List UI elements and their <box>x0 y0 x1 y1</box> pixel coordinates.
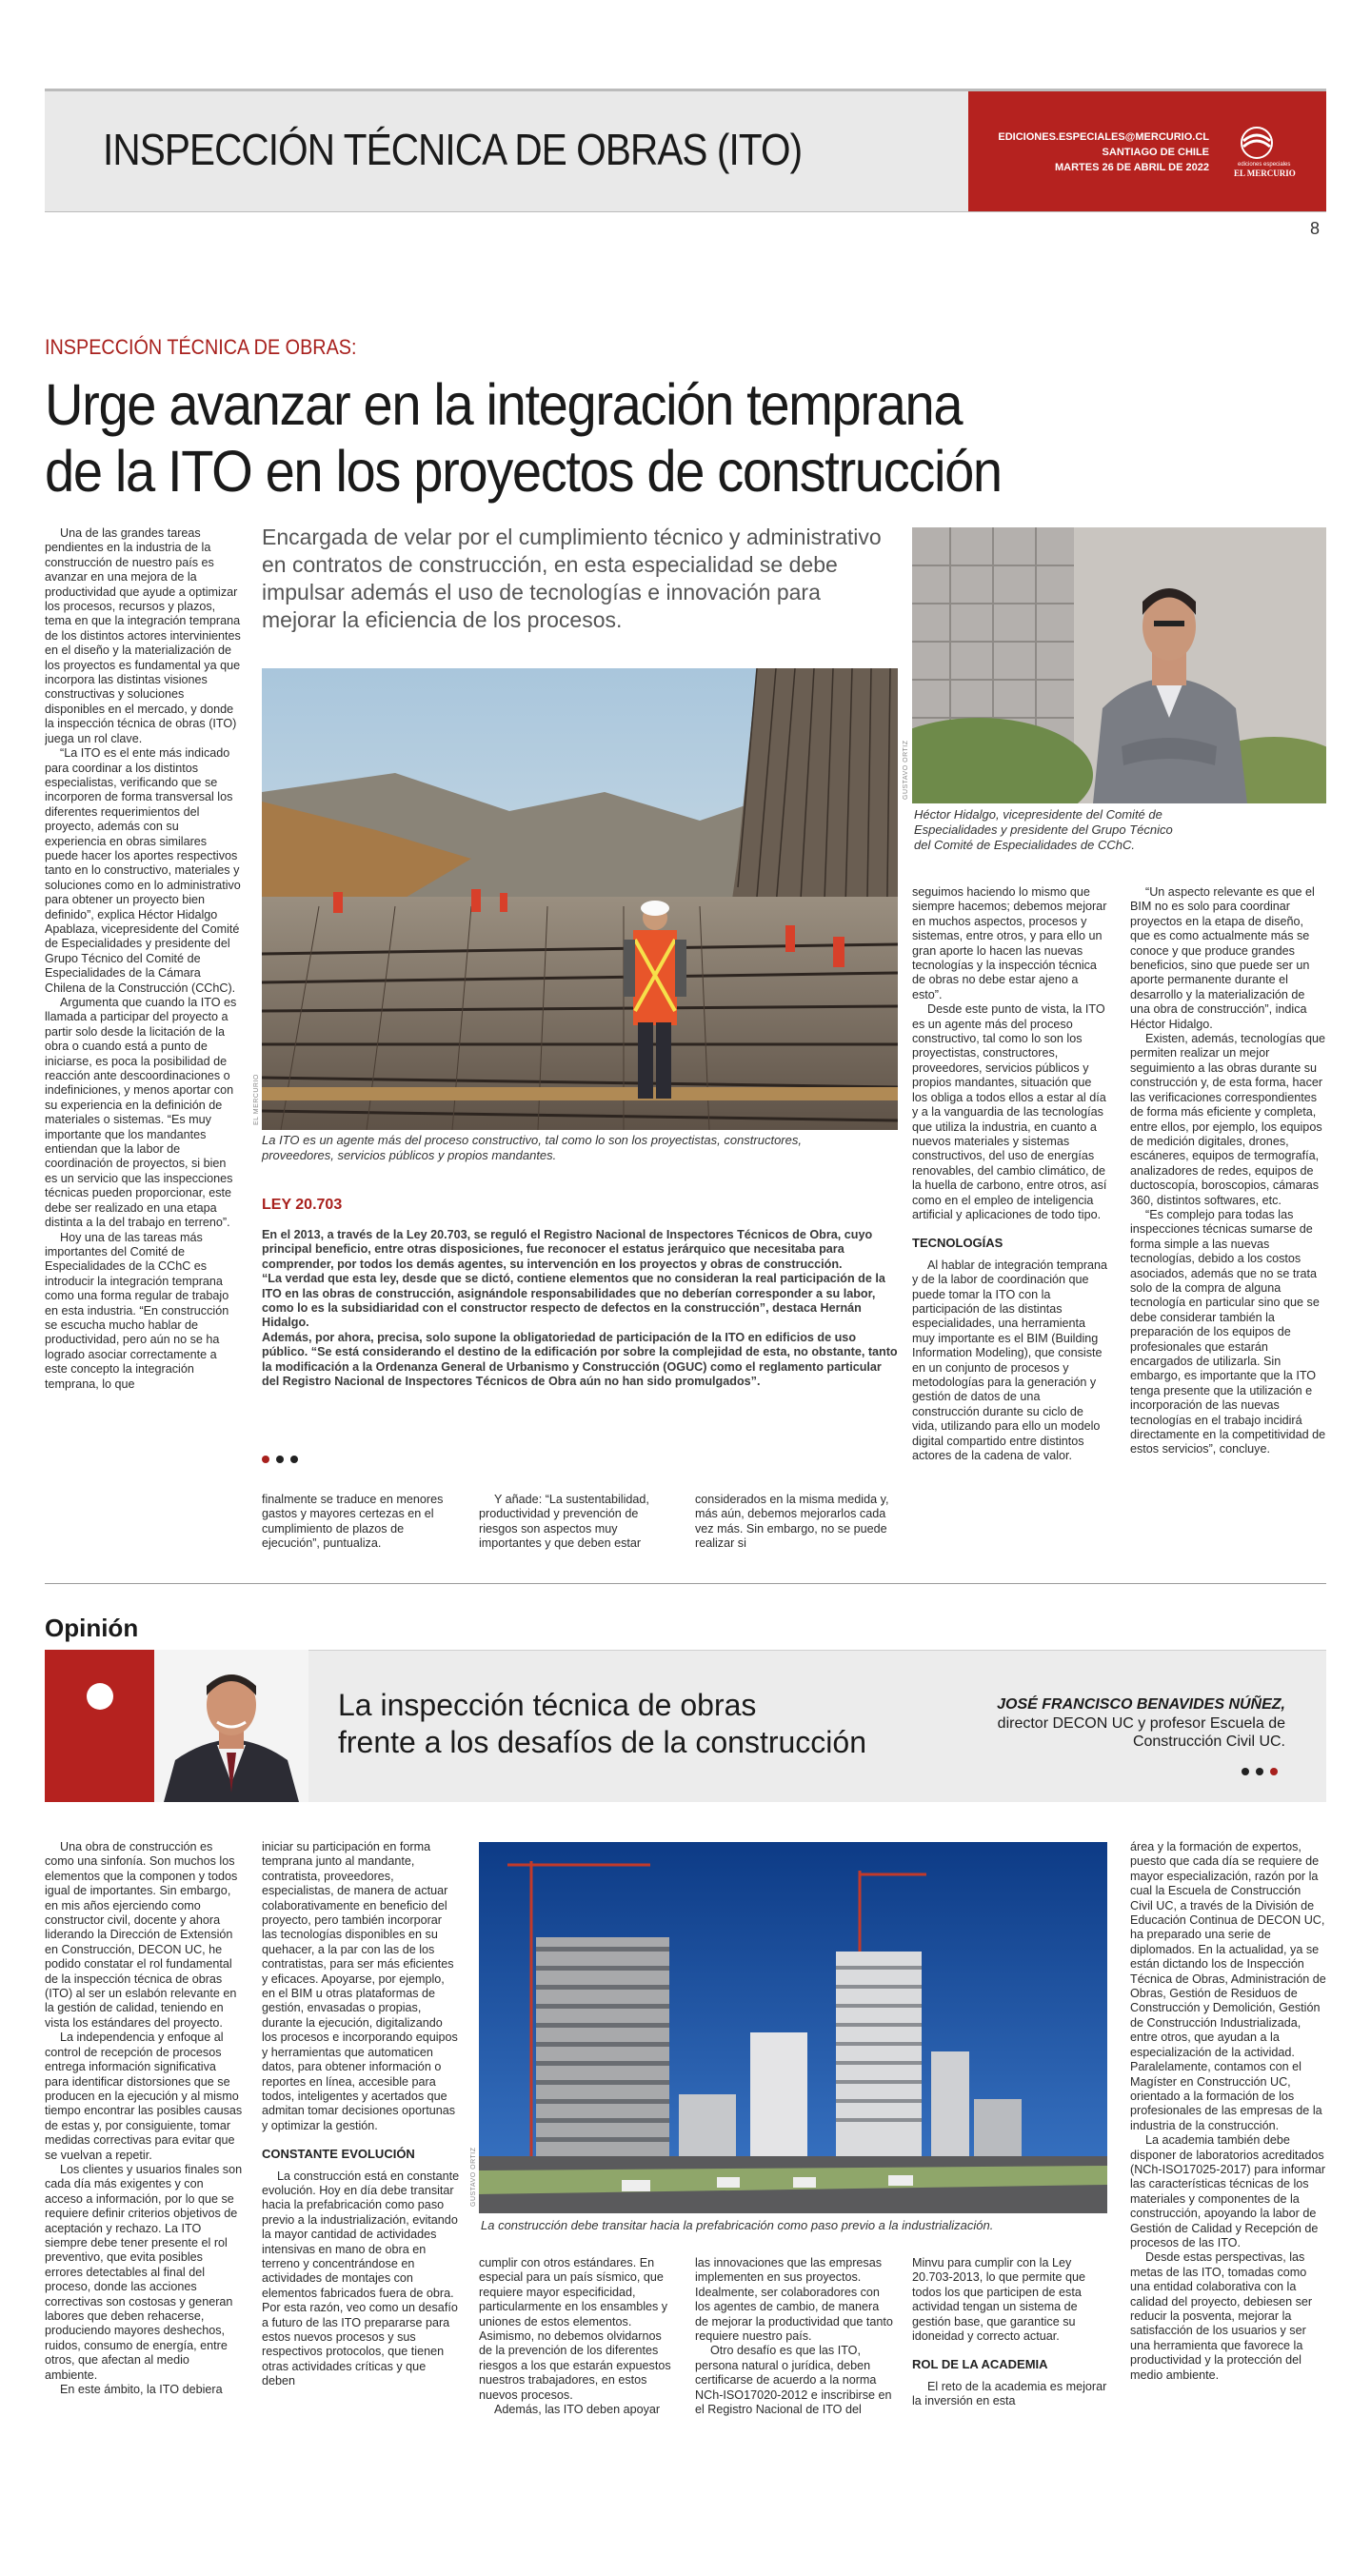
paragraph: Y añade: “La sustentabilidad, productividad y prevención de riesgos son aspectos muy importantes y que deben estar <box>479 1493 649 1551</box>
author-photo <box>154 1650 308 1802</box>
opinion-red-block <box>45 1650 154 1802</box>
article-kicker: INSPECCIÓN TÉCNICA DE OBRAS: <box>45 335 357 359</box>
paragraph: cumplir con otros estándares. En especial para un país sísmico, que requiere mayor especificidad, particularmente en los ensambles y uniones de estos elementos. Asimismo, no debemos olvidarnos de la prevención de los diferentes riesgos a los que estarán expuestos nuestros trabajadores, en estos nuevos procesos. <box>479 2256 671 2402</box>
paragraph: Desde estas perspectivas, las metas de las ITO, tomadas como una entidad colaborativa con la calidad del proyecto, debiesen ser reducir la posventa, mejorar la satisfacción de los usuarios y ser una herramienta que favorece la productividad y la protección del medio ambiente. <box>1130 2250 1313 2382</box>
headline-line-1: Urge avanzar en la integración temprana <box>45 372 963 437</box>
paragraph: Desde este punto de vista, la ITO es un agente más del proceso constructivo, tal como lo son los proyectistas, constructores, proveedores, servicios públicos y propios mandantes, situación que los obliga a todos ellos a estar al día y a la vanguardia de las tecnologías que utiliza la industria, en cuanto a nuevos materiales y sistemas constructivos, del uso de energías renovables, del cambio climático, de la huella de carbono, entre otros, así como en el empleo de inteligencia artificial y aplicaciones de todo tipo. <box>912 1002 1107 1221</box>
subheading: CONSTANTE EVOLUCIÓN <box>262 2147 415 2162</box>
paragraph: Una obra de construcción es como una sinfonía. Son muchos los elementos que la componen y todos igual de importantes. Sin embargo, en mis años ejerciendo como constructor civil, docente y ahora liderando la Dirección de Extensión en Construcción, DECON UC, he podido constatar el rol fundamental de la inspección técnica de obras (ITO) al ser un eslabón relevante en la gestión de calidad, teniendo en vista los estándares del proyecto. <box>45 1840 238 2030</box>
buildings-photo <box>479 1842 1107 2213</box>
paragraph: Al hablar de integración temprana y de la labor de coordinación que puede tomar la ITO con la participación de las distintas especialidades, una herramienta muy importante es el BIM (Building Information Modeling), que consiste en un conjunto de procesos y metodologías para la generación y gestión de datos de una construcción durante su ciclo de vida, utilizando para ello un modelo digital compartido entre distintos actores de la cadena de valor. <box>912 1258 1108 1463</box>
section-divider <box>45 1583 1326 1584</box>
paragraph: las innovaciones que las empresas implementen en sus proyectos. Idealmente, ser colaboradores con los agentes de cambio, de manera de mejorar la productividad que tanto requiere nuestro país. <box>695 2256 893 2344</box>
article-column-1 <box>45 526 241 1564</box>
box-paragraph: Además, por ahora, precisa, solo supone la obligatoriedad de participación de la ITO en edificios de uso público. “Se está considerando el destino de la edificación por sobre la complejidad de esta, no obstante, tanto la modificación a la Ordenanza General de Urbanismo y Construcción (OGUC) como el reglamento particular del Registro Nacional de Inspectores Técnicos de Obra aún no han sido promulgados”. <box>262 1330 898 1389</box>
subheading: ROL DE LA ACADEMIA <box>912 2357 1048 2372</box>
paragraph: En este ámbito, la ITO debiera <box>60 2383 223 2397</box>
paragraph: seguimos haciendo lo mismo que siempre hacemos; debemos mejorar en muchos aspectos, procesos y sistemas, entre otros, y para ello un gran aporte lo hacen las nuevas tecnologías y la inspección técnica de obras no debe estar ajeno a esto”. <box>912 885 1107 1001</box>
mercurio-logo-icon <box>1238 124 1276 162</box>
opinion-title-line-1: La inspección técnica de obras <box>338 1688 757 1722</box>
opinion-dots <box>1242 1763 1299 1773</box>
photo-caption: La construcción debe transitar hacia la prefabricación como paso previo a la industrialización. <box>481 2218 994 2232</box>
section-title: INSPECCIÓN TÉCNICA DE OBRAS (ITO) <box>103 125 803 174</box>
box-dots <box>262 1451 319 1460</box>
photo-credit: EL MERCURIO <box>253 1074 260 1125</box>
opinion-circle-icon <box>87 1683 113 1710</box>
opinion-column-4 <box>695 2256 893 2542</box>
article-lead: Encargada de velar por el cumplimiento técnico y administrativo en contratos de construcción, en esta especialidad se debe impulsar además el uso de tecnologías e innovación para mejorar la eficiencia de los procesos. <box>262 525 882 632</box>
paragraph: Los clientes y usuarios finales son cada día más exigentes y con acceso a información, por lo que se requiere definir criterios objetivos de aceptación y rechazo. La ITO siempre debe tener presente el rol preventivo, que evita posibles errores detectables al final del proceso, donde las acciones correctivas son costosas y generan labores que deben rehacerse, produciendo mayores deshechos, ruidos, consumo de energía, entre otros, que afectan al medio ambiente. <box>45 2162 243 2382</box>
opinion-label: Opinión <box>45 1614 139 1642</box>
construction-site-photo <box>262 668 898 1130</box>
opinion-column-1 <box>45 1840 243 2540</box>
opinion-column-2 <box>262 1840 460 2540</box>
paragraph: La academia también debe disponer de laboratorios acreditados (NCh-ISO17025-2017) para informar las características técnicas de los materiales y componentes de la construcción, apoyando la labor de Gestión de Calidad y Recepción de procesos de las ITO. <box>1130 2133 1326 2249</box>
author-name: JOSÉ FRANCISCO BENAVIDES NÚÑEZ, <box>997 1696 1285 1713</box>
headline-line-2: de la ITO en los proyectos de construcción <box>45 439 1002 504</box>
author-role-line-1: director DECON UC y profesor Escuela de <box>997 1715 1285 1732</box>
paragraph: finalmente se traduce en menores gastos y mayores certezas en el cumplimiento de plazos de ejecución”, puntualiza. <box>262 1493 444 1551</box>
paragraph: “Es complejo para todas las inspecciones técnicas sumarse de forma simple a las nuevas tecnologías, debido a los costos asociados, además que no se trata solo de la compra de alguna tecnología en particular sino que se debe considerar también la preparación de los equipos de profesionales que estarán encargados de utilizarla. Sin embargo, es importante que la ITO tenga presente que la utilización e incorporación de las nuevas tecnologías en el trabajo incidirá directamente en la competitividad de estos servicios”, concluye. <box>1130 1207 1326 1456</box>
paragraph: Otro desafío es que las ITO, persona natural o jurídica, deben certificarse de acuerdo a la norma NCh-ISO17020-2012 e inscribirse en el Registro Nacional de ITO del <box>695 2344 892 2417</box>
paragraph: considerados en la misma medida y, más aún, debemos mejorarlos cada vez más. Sin embargo, no se puede realizar si <box>695 1493 889 1551</box>
header-bottom-rule <box>45 211 1326 212</box>
logo-name: EL MERCURIO <box>1234 168 1296 178</box>
header-email[interactable]: EDICIONES.ESPECIALES@MERCURIO.CL <box>998 131 1209 143</box>
article-column-5 <box>912 885 1109 1561</box>
box-title: LEY 20.703 <box>262 1197 343 1213</box>
paragraph: Además, las ITO deben apoyar <box>494 2403 661 2417</box>
opinion-column-5 <box>912 2256 1110 2542</box>
paragraph: iniciar su participación en forma temprana junto al mandante, contratista, proveedores, especialistas, de manera de actuar colaborativamente en beneficio del proyecto, pero también incorporar las tecnologías disponibles en su quehacer, a la par con las de los contratistas, para ser más eficientes y eficaces. Apoyarse, por ejemplo, en el BIM u otras plataformas de gestión, envasadas o propias, durante la ejecución, digitalizando los procesos e incorporando equipos y herramientas que automaticen datos, para obtener información o reportes en línea, accesible para todos, inteligentes y acertados que admitan tomar decisiones oportunas y optimizar la gestión. <box>262 1840 458 2132</box>
paragraph: Una de las grandes tareas pendientes en la industria de la construcción de nuestro país es avanzar en una mejora de la productividad que ayude a optimizar los procesos, recursos y plazos, tema en que la integración temprana de los distintos actores intervinientes en el diseño y la materialización de los proyectos es fundamental ya que incorpora las distintas visiones constructivas y soluciones disponibles en el mercado, y donde la inspección técnica de obras (ITO) juega un rol clave. <box>45 526 241 745</box>
box-paragraph: En el 2013, a través de la Ley 20.703, se reguló el Registro Nacional de Inspectores Técnicos de Obra, cuyo principal beneficio, entre otras disposiciones, fue reconocer el estatus jerárquico que necesitaba para comprender, por todos los demás agentes, su intervención en los proyectos y obras de construcción. <box>262 1228 873 1271</box>
paragraph: Argumenta que cuando la ITO es llamada a participar del proyecto a partir solo desde la licitación de la obra o cuando está a punto de iniciarse, es poca la posibilidad de reacción ante descoordinaciones o indefiniciones, y menos aportar con su experiencia en la definición de materiales o sistemas. “Es muy importante que los mandantes entiendan que la labor de coordinación de proyectos, si bien es un servicio que las inspecciones técnicas pueden proporcionar, este debe ser realizado en una etapa distinta a la del trabajo en terreno”. <box>45 996 237 1230</box>
box-body <box>262 1228 900 1389</box>
subheading: TECNOLOGÍAS <box>912 1236 1003 1251</box>
paragraph: área y la formación de expertos, puesto que cada día se requiere de mayor especialización, razón por la cual la Escuela de Construcción Civil UC, a través de la División de Educación Continua de DECON UC, ha preparado una serie de diplomados. En la actualidad, ya se están dictando los de Inspección Técnica de Obras, Administración de Obras, Gestión de Residuos de Construcción y Demolición, Gestión de Construcción Industrializada, entre otros, que ayudan a la especialización de la actividad. Paralelamente, contamos con el Magíster en Construcción UC, orientado a la formación de los profesionales de las empresas de la industria de la construcción. <box>1130 1840 1326 2132</box>
article-column-3 <box>479 1493 674 1559</box>
author-role-line-2: Construcción Civil UC. <box>1132 1734 1285 1750</box>
opinion-column-6 <box>1130 1840 1326 2540</box>
paragraph: “La ITO es el ente más indicado para coordinar a los distintos especialistas, verificando que se incorporen de forma transversal los diferentes requerimientos del proyecto, además con su experiencia en obras similares puede hacer los aportes respectivos tanto en lo constructivo, materiales y soluciones como en lo administrativo para obtener un proyecto bien definido”, explica Héctor Hidalgo Apablaza, vicepresidente del Comité de Especialidades y presidente del Grupo Técnico del Comité de Especialidades de la Cámara Chilena de la Construcción (CChC). <box>45 746 241 995</box>
paragraph: El reto de la academia es mejorar la inversión en esta <box>912 2379 1107 2408</box>
logo-small-text: ediciones especiales <box>1238 162 1291 168</box>
header-city: SANTIAGO DE CHILE <box>1102 147 1209 158</box>
article-column-4 <box>695 1493 890 1559</box>
portrait-photo <box>912 527 1326 803</box>
box-paragraph: “La verdad que esta ley, desde que se dictó, contiene elementos que no consideran la real participación de la ITO en las obras de construcción, asignándole responsabilidades que no deberían corresponder a su labor, como lo es la subsidiaridad con el constructor respecto de defectos en la construcción”, destaca Hernán Hidalgo. <box>262 1272 885 1330</box>
photo-caption: La ITO es un agente más del proceso constructivo, tal como lo son los proyectistas, constructores, proveedores, servicios públicos y propios mandantes. <box>262 1133 802 1162</box>
header-date: MARTES 26 DE ABRIL DE 2022 <box>1055 162 1209 173</box>
paragraph: La construcción está en constante evolución. Hoy en día debe transitar hacia la prefabricación como paso previo a la industrialización, evitando la mayor cantidad de actividades intensivas en mano de obra en terreno y concentrándose en actividades de montajes con elementos fabricados fuera de obra. Por esta razón, veo como un desafío a futuro de las ITO prepararse para estos nuevos procesos y sus respectivos protocolos, que tienen otras actividades críticas y que deben <box>262 2169 460 2388</box>
paragraph: Existen, además, tecnologías que permiten realizar un mejor seguimiento a las obras durante su construcción y, de esta forma, hacer las verificaciones correspondientes de forma más eficiente y completa, entre ellos, por ejemplo, los equipos de medición digitales, drones, escáneres, equipos de termografía, analizadores de redes, equipos de ductoscopía, boroscopios, cámaras 360, distintos softwares, etc. <box>1130 1032 1326 1207</box>
paragraph: La independencia y enfoque al control de recepción de procesos entrega información significativa para identificar distorsiones que se producen en la ejecución y al mismo tiempo encontrar las posibles causas de estas y, por consiguiente, tomar medidas correctivas para evitar que se vuelvan a repetir. <box>45 2031 243 2162</box>
paragraph: Hoy una de las tareas más importantes del Comité de Especialidades de la CChC es introducir la integración temprana como una forma regular de trabajo en esta industria. “En construcción se escucha mucho hablar de productividad, pero aún no se ha logrado asociar correctamente a este concepto la integración temprana, lo que <box>45 1230 229 1391</box>
opinion-column-3 <box>479 2256 677 2542</box>
page-number: 8 <box>1310 219 1321 238</box>
photo-caption: Héctor Hidalgo, vicepresidente del Comité de Especialidades y presidente del Grupo Técnico del Comité de Especialidades de CChC. <box>914 807 1173 852</box>
paragraph: “Un aspecto relevante es que el BIM no es solo para coordinar proyectos en la etapa de diseño, que es como actualmente más se conoce y que produce grandes beneficios, sino que puede ser un aporte permanente durante el desarrollo y la materialización de una obra de construcción”, indica Héctor Hidalgo. <box>1130 885 1315 1031</box>
opinion-title-line-2: frente a los desafíos de la construcción <box>338 1725 866 1759</box>
article-column-6 <box>1130 885 1326 1561</box>
paragraph: Minvu para cumplir con la Ley 20.703-2013, lo que permite que todos los que participen de esta actividad tengan un sistema de gestión base, que garantice su idoneidad y correcto actuar. <box>912 2256 1086 2344</box>
photo-credit: GUSTAVO ORTIZ <box>903 740 909 800</box>
article-column-2 <box>262 1493 457 1559</box>
photo-credit: GUSTAVO ORTIZ <box>470 2147 477 2207</box>
